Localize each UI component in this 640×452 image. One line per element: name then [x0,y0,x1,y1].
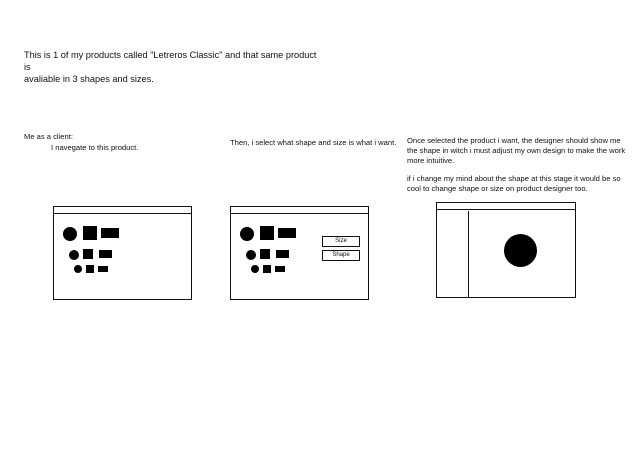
medium-square-shape [260,249,270,259]
designer-sidebar [437,211,469,297]
step3-line-5: cool to change shape or size on product designer too. [407,184,588,193]
size-button[interactable]: Size [322,236,360,247]
step3-line-4: if i change my mind about the shape at this stage it would be so [407,174,621,183]
large-rectangle-shape [101,228,119,238]
small-rectangle-shape [98,266,108,272]
window-title-bar [54,207,191,214]
small-circle-shape [74,265,82,273]
window-title-bar [231,207,368,214]
small-square-shape [86,265,94,273]
medium-circle-shape [69,250,79,260]
step3-line-1: Once selected the product i want, the designer should show me [407,136,621,145]
intro-line-1: This is 1 of my products called "Letreros Classic" and that same product is [24,50,317,72]
step3-description [407,136,632,194]
large-square-shape [83,226,97,240]
shape-button[interactable]: Shape [322,250,360,261]
wireframe-product-designer [436,202,576,298]
large-circle-shape [63,227,77,241]
medium-circle-shape [246,250,256,260]
small-circle-shape [251,265,259,273]
step3-line-2: the shape in witch i must adjust my own design to make the work [407,146,626,155]
large-circle-shape [240,227,254,241]
small-rectangle-shape [275,266,285,272]
large-rectangle-shape [278,228,296,238]
wireframe-product-page [53,206,192,300]
small-square-shape [263,265,271,273]
window-title-bar [437,203,575,210]
large-square-shape [260,226,274,240]
intro-line-2: avaliable in 3 shapes and sizes. [24,74,154,84]
medium-rectangle-shape [99,250,112,258]
step1-description: I navegate to this product. [51,143,139,152]
design-canvas-circle-shape [504,234,537,267]
intro-text [24,49,324,85]
step2-description: Then, i select what shape and size is what i want. [230,138,397,147]
wireframe-shape-size-selection [230,206,369,300]
medium-rectangle-shape [276,250,289,258]
step3-line-3: more intuitive. [407,156,455,165]
step1-label: Me as a client: [24,132,73,141]
medium-square-shape [83,249,93,259]
